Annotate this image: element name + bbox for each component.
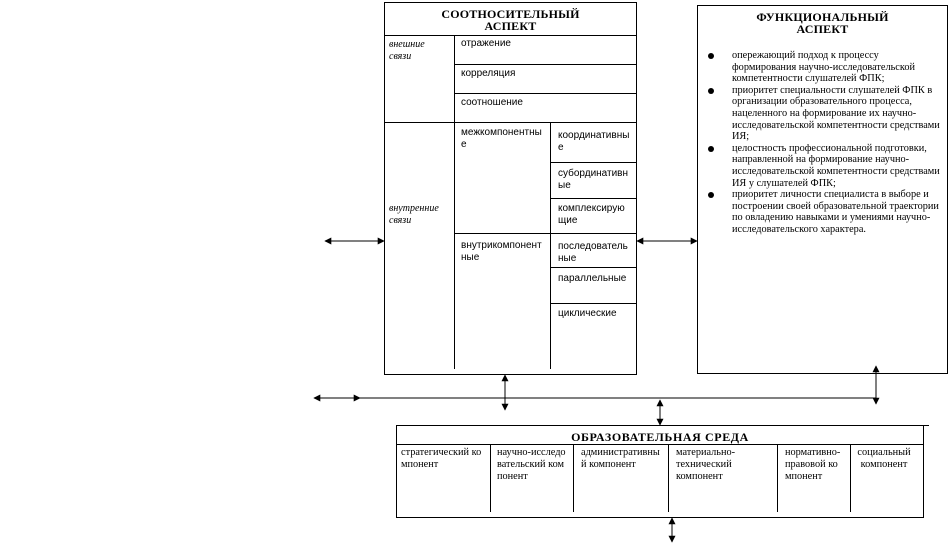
env-component-normative: нормативно-правовой компонент: [785, 447, 841, 482]
intra-item-sequential: последовательные: [558, 241, 628, 264]
relational-aspect-title-line1: СООТНОСИТЕЛЬНЫЙ: [441, 7, 580, 21]
inter-item-subordinative: субординативные: [558, 168, 629, 191]
internal-links-label: внутренние связи: [389, 203, 439, 226]
intra-item-cyclic: циклические: [558, 308, 617, 319]
relational-aspect-title-line2: АСПЕКТ: [484, 19, 537, 33]
functional-aspect-title-line2: АСПЕКТ: [796, 22, 849, 36]
inter-item-complexing: комплексирующие: [558, 203, 625, 226]
environment-title: ОБРАЗОВАТЕЛЬНАЯ СРЕДА: [571, 430, 749, 444]
env-component-social: социальный компонент: [857, 447, 911, 470]
functional-principle-item: опережающий подход к процессу формирования научно-исследовательской компетентности слушателей ФПК;: [708, 50, 940, 85]
external-item-correlation: корреляция: [461, 68, 516, 79]
functional-principle-item: целостность профессиональной подготовки, направленной на формирование научно-исследовательской компетентности средствами ИЯ у слушателей ФПК;: [708, 143, 940, 189]
intra-component-label: внутрикомпонентные: [461, 240, 542, 263]
env-component-research: научно-исследовательский компонент: [497, 447, 566, 482]
functional-principle-item: приоритет специальности слушателей ФПК в организации образовательного процесса, нацеленного на формирование их научно-исследовательской компетентности средствами ИЯ;: [708, 85, 940, 143]
env-component-strategic: стратегический компонент: [401, 447, 482, 470]
env-component-material: материально-технический компонент: [676, 447, 736, 482]
external-links-label: внешние связи: [389, 39, 425, 62]
external-item-reflection: отражение: [461, 38, 511, 49]
functional-principle-item: приоритет личности специалиста в выборе и построении своей образовательной траектории по овладению навыками и умениями научно-исследовательского характера.: [708, 189, 940, 235]
external-item-ratio: соотношение: [461, 97, 523, 108]
functional-aspect-title-line1: ФУНКЦИОНАЛЬНЫЙ: [756, 10, 889, 24]
intra-item-parallel: параллельные: [558, 273, 627, 284]
inter-item-coordinative: координативные: [558, 130, 630, 153]
inter-component-label: межкомпонентные: [461, 127, 542, 150]
env-component-administrative: административный компонент: [581, 447, 660, 470]
